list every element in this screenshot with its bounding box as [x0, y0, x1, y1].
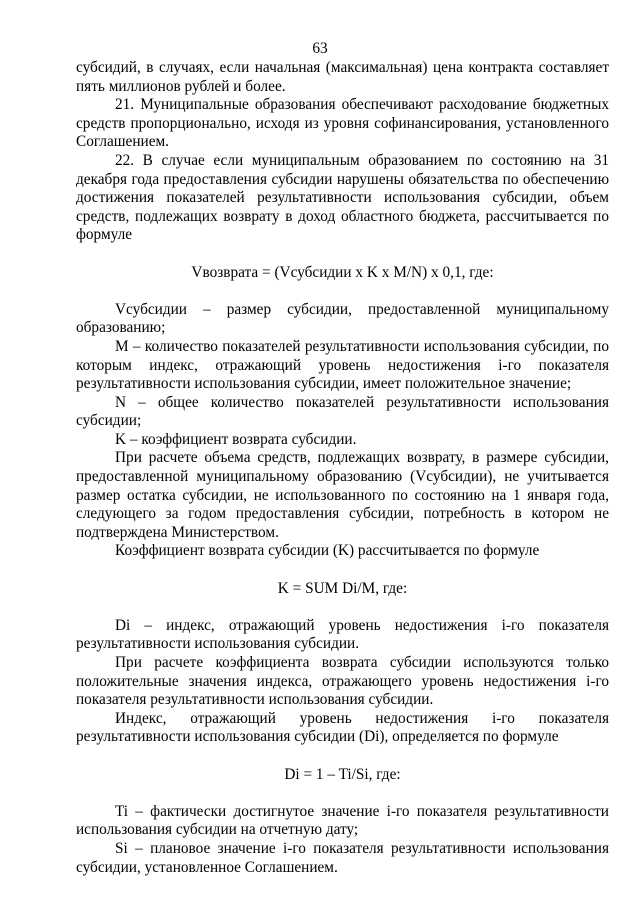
paragraph: Di – индекс, отражающий уровень недостижения i-го показателя результативности использования субсидии.	[76, 616, 609, 653]
paragraph: Vсубсидии – размер субсидии, предоставленной муниципальному образованию;	[76, 300, 609, 337]
paragraph: Коэффициент возврата субсидии (K) рассчитывается по формуле	[115, 542, 540, 560]
paragraph: N – общее количество показателей результативности использования субсидии;	[76, 393, 609, 430]
paragraph: Si – плановое значение i-го показателя результативности использования субсидии, установленное Соглашением.	[76, 839, 609, 876]
formula-return-volume: Vвозврата = (Vсубсидии x K x M/N) x 0,1, где:	[191, 263, 494, 281]
document-body	[76, 59, 609, 877]
paragraph: 21. Муниципальные образования обеспечивают расходование бюджетных средств пропорционально, исходя из уровня софинансирования, установленного Соглашением.	[76, 96, 609, 151]
paragraph: субсидий, в случаях, если начальная (максимальная) цена контракта составляет пять миллионов рублей и более.	[76, 59, 609, 95]
formula-return-coefficient: K = SUM Di/M, где:	[277, 579, 408, 597]
paragraph: Индекс, отражающий уровень недостижения i-го показателя результативности использования субсидии (Di), определяется по формуле	[76, 709, 609, 746]
paragraph: Ti – фактически достигнутое значение i-го показателя результативности использования субсидии на отчетную дату;	[76, 802, 609, 839]
paragraph: При расчете коэффициента возврата субсидии используются только положительные значения индекса, отражающего уровень недостижения i-го показателя результативности использования субсидии.	[76, 654, 609, 709]
formula-index: Di = 1 – Ti/Si, где:	[284, 765, 401, 783]
paragraph: M – количество показателей результативности использования субсидии, по которым индекс, отражающий уровень недостижения i-го показателя результативности использования субсидии, имеет положительное значение;	[76, 337, 609, 393]
paragraph: K – коэффициент возврата субсидии.	[115, 430, 357, 448]
paragraph: При расчете объема средств, подлежащих возврату, в размере субсидии, предоставленной муниципальному образованию (Vсубсидии), не учитывается размер остатка субсидии, не использованного по состоянию на 1 января года, следующего за годом предоставления субсидии, потребность в котором не подтверждена Министерством.	[76, 449, 609, 541]
paragraph: 22. В случае если муниципальным образованием по состоянию на 31 декабря года предоставления субсидии нарушены обязательства по обеспечению достижения показателей результативности использования субсидии, объем средств, подлежащих возврату в доход областного бюджета, рассчитывается по формуле	[76, 151, 609, 244]
page-number: 63	[312, 40, 328, 57]
